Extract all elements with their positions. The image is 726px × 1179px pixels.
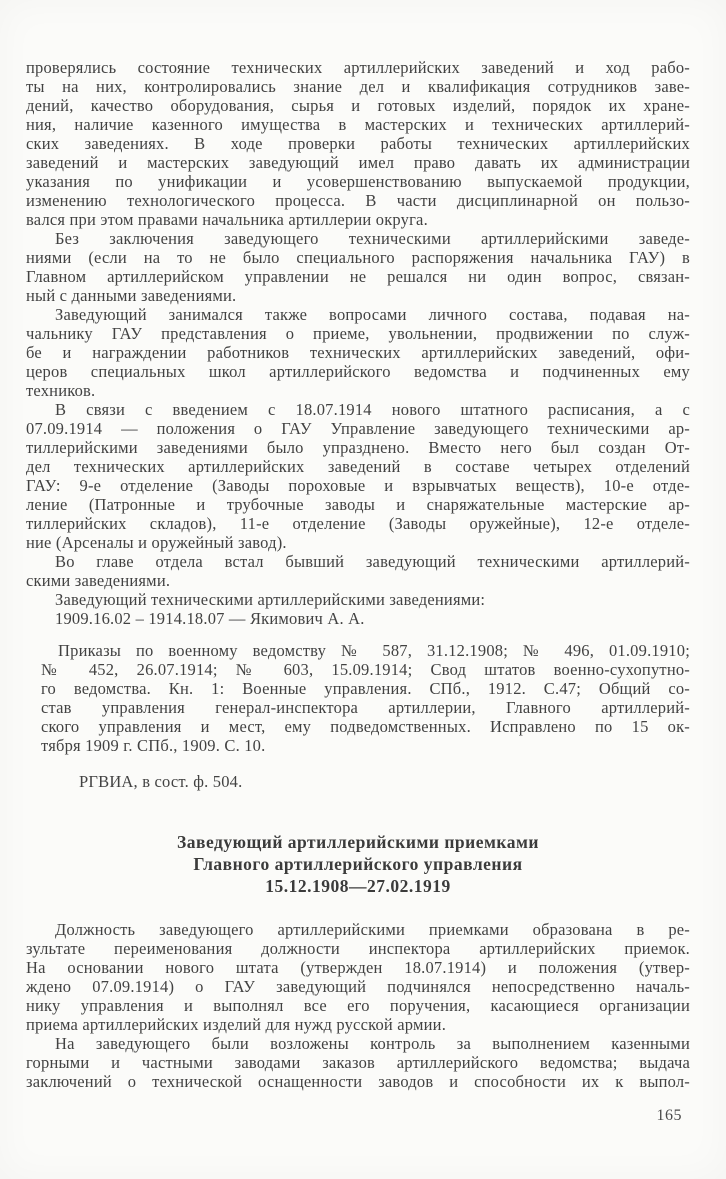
- text-line: № 452, 26.07.1914; № 603, 15.09.1914; Свод штатов военно-сухопутно-: [41, 660, 690, 679]
- para-block: [26, 1034, 690, 1091]
- heading-line: Заведующий артиллерийскими приемками: [177, 832, 539, 852]
- text-line: ния, наличие казенного имущества в мастерских и технических артиллерий-: [26, 115, 690, 134]
- text-line: горными и частными заводами заказов артиллерийского ведомства; выдача: [26, 1053, 690, 1072]
- text-line: Заведующий занимался также вопросами личного состава, подавая на-: [55, 305, 690, 324]
- text-line: нику управления и выполнял все его поручения, касающиеся организации: [26, 996, 690, 1015]
- text-line: ный с данными заведениями.: [26, 286, 237, 305]
- text-line: тиллерийских складов), 11-е отделение (Заводы оружейные), 12-е отделе-: [26, 514, 690, 533]
- text-line: ниями (если на то не было специального распоряжения начальника ГАУ) в: [26, 248, 690, 267]
- para-block: [26, 58, 690, 229]
- para-block: [26, 920, 690, 1034]
- text-line: приема артиллерийских изделий для нужд русской армии.: [26, 1015, 447, 1034]
- text-line: Должность заведующего артиллерийскими приемками образована в ре-: [55, 920, 690, 939]
- text-line: чальнику ГАУ представления о приеме, увольнении, продвижении по служ-: [26, 324, 690, 343]
- text-line: На основании нового штата (утвержден 18.07.1914) и положения (утвер-: [26, 958, 690, 977]
- text-line: 1909.16.02 – 1914.18.07 — Якимович А. А.: [55, 609, 365, 628]
- text-line: указания по унификации и усовершенствованию выпускаемой продукции,: [26, 172, 690, 191]
- para-block: [26, 400, 690, 552]
- text-line: Во главе отдела встал бывший заведующий техническими артиллерий-: [55, 552, 690, 571]
- text-line: проверялись состояние технических артиллерийских заведений и ход рабо-: [26, 58, 690, 77]
- text-line: ты на них, контролировались знание дел и квалификация сотрудников заве-: [26, 77, 690, 96]
- text-line: Приказы по военному ведомству № 587, 31.12.1908; № 496, 01.09.1910;: [58, 641, 690, 660]
- text-line: РГВИА, в сост. ф. 504.: [79, 772, 243, 791]
- text-line: Главном артиллерийском управлении не решался ни один вопрос, связан-: [26, 267, 690, 286]
- text-line: бе и награждении работников технических артиллерийских заведений, офи-: [26, 343, 690, 362]
- text-line: тиллерийскими заведениями было упразднено. Вместо него был создан От-: [26, 438, 690, 457]
- plain-block: [26, 590, 690, 628]
- text-line: церов специальных школ артиллерийского ведомства и подчиненных ему: [26, 362, 690, 381]
- text-line: заключений о технической оснащенности заводов и способности их к выпол-: [26, 1072, 690, 1091]
- text-line: заведений и мастерских заведующий имел право давать их администрации: [26, 153, 690, 172]
- text-line: го ведомства. Кн. 1: Военные управления. СПб., 1912. С.47; Общий со-: [41, 679, 690, 698]
- para-block: [26, 552, 690, 590]
- text-line: тября 1909 г. СПб., 1909. С. 10.: [41, 736, 266, 755]
- para-block: [26, 305, 690, 400]
- para-block: [26, 229, 690, 305]
- page-number: 165: [656, 1107, 682, 1124]
- heading-line: Главного артиллерийского управления: [193, 854, 523, 874]
- reference-block: [26, 641, 690, 755]
- text-line: ГАУ: 9-е отделение (Заводы пороховые и взрывчатых веществ), 10-е отде-: [26, 476, 690, 495]
- text-line: Заведующий техническими артиллерийскими заведениями:: [55, 590, 486, 609]
- text-line: зультате переименования должности инспектора артиллерийских приемок.: [26, 939, 690, 958]
- text-line: В связи с введением с 18.07.1914 нового штатного расписания, а с: [55, 400, 690, 419]
- text-line: дений, качество оборудования, сырья и готовых изделий, порядок их хране-: [26, 96, 690, 115]
- page-content: [26, 58, 690, 1091]
- archive-block: [26, 772, 690, 791]
- text-line: ских заведениях. В ходе проверки работы технических артиллерийских: [26, 134, 690, 153]
- text-line: Без заключения заведующего техническими артиллерийскими заведе-: [55, 229, 690, 248]
- text-line: На заведующего были возложены контроль за выполнением казенными: [55, 1034, 690, 1053]
- text-line: 07.09.1914 — положения о ГАУ Управление заведующего техническими ар-: [26, 419, 690, 438]
- text-line: вался при этом правами начальника артиллерии округа.: [26, 210, 428, 229]
- text-line: дел технических артиллерийских заведений в составе четырех отделений: [26, 457, 690, 476]
- text-line: скими заведениями.: [26, 571, 171, 590]
- heading-line: 15.12.1908—27.02.1919: [265, 876, 451, 896]
- text-line: ние (Арсеналы и оружейный завод).: [26, 533, 287, 552]
- text-line: став управления генерал-инспектора артиллерии, Главного артиллерий-: [41, 698, 690, 717]
- text-line: ского управления и мест, ему подведомственных. Исправлено по 15 ок-: [41, 717, 690, 736]
- text-line: техников.: [26, 381, 96, 400]
- text-line: изменению технологического процесса. В части дисциплинарной он пользо-: [26, 191, 690, 210]
- text-line: ждено 07.09.1914) о ГАУ заведующий подчинялся непосредственно началь-: [26, 977, 690, 996]
- text-line: ление (Патронные и трубочные заводы и снаряжательные мастерские ар-: [26, 495, 690, 514]
- heading-block: [26, 831, 690, 897]
